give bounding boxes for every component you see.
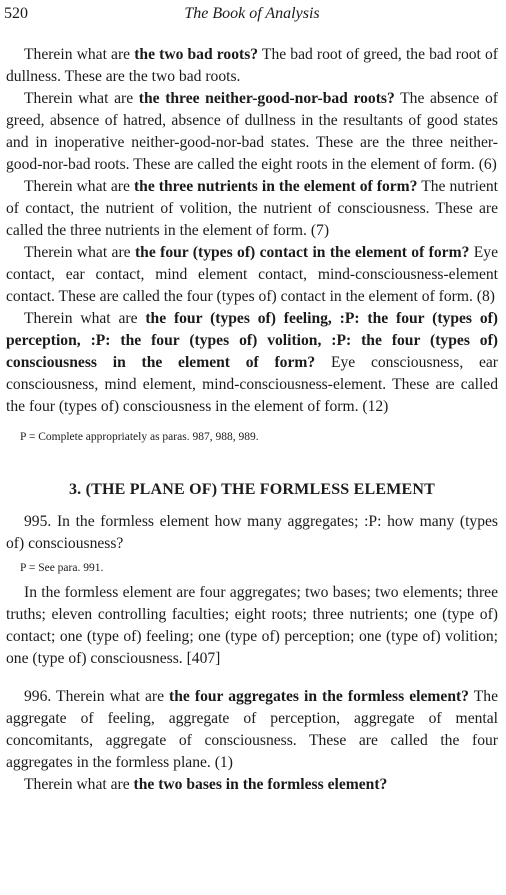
- question-bold: the two bad roots?: [134, 46, 259, 63]
- text-segment: Eye contact, ear contact, mind element contact, mind-consciousness-element contact. These are called the four (types of) contact in the element of form. (8): [6, 244, 498, 305]
- page-body: [6, 44, 498, 796]
- running-title: The Book of Analysis: [184, 5, 320, 22]
- paragraph-three-nutrients: [6, 176, 498, 242]
- paragraph-995: 995. In the formless element how many aggregates; :P: how many (types of) consciousness?: [6, 513, 498, 552]
- paragraph-neither-roots: [6, 88, 498, 176]
- paragraph-two-bases: [6, 774, 498, 796]
- text-segment: Eye consciousness, ear consciousness, mind element, mind-consciousness-element. These are called the four (types of) consciousness in the element of form. (12): [6, 354, 499, 415]
- paragraph-995-answer: In the formless element are four aggregates; two bases; two elements; three truths; eleven controlling faculties; eight roots; three nutrients; one (type of) contact; one (type of) feeling; one (type of) perception; one (type of) volition; one (type of) consciousness. [407]: [6, 584, 498, 667]
- page-number: 520: [4, 5, 28, 22]
- text-segment: Therein what are: [24, 776, 134, 793]
- text-segment: Therein what are: [24, 310, 146, 327]
- paragraph-four-feeling: [6, 308, 498, 418]
- section-heading-formless-element: 3. (THE PLANE OF) THE FORMLESS ELEMENT: [68, 481, 436, 498]
- text-segment: The nutrient of contact, the nutrient of volition, the nutrient of consciousness. These are called the three nutrients in the element of form. (7): [6, 178, 499, 239]
- footnote-see-para: P = See para. 991.: [20, 562, 104, 574]
- question-bold: the four aggregates in the formless element?: [169, 688, 469, 705]
- text-segment: 996. Therein what are: [24, 688, 170, 705]
- question-bold: the three neither-good-nor-bad roots?: [138, 90, 395, 107]
- footnote-complete-paras: P = Complete appropriately as paras. 987, 988, 989.: [20, 431, 259, 443]
- paragraph-996: [6, 686, 498, 774]
- text-segment: Therein what are: [24, 178, 134, 195]
- paragraph-four-contact: [6, 242, 498, 308]
- text-segment: The bad root of greed, the bad root of dullness. These are the two bad roots.: [6, 46, 499, 85]
- question-bold: the four (types of) feeling, :P: the four (types of) perception, :P: the four (types of) volition, :P: the four (types of) consciousness in the element of form?: [6, 310, 499, 371]
- text-segment: The aggregate of feeling, aggregate of perception, aggregate of mental concomitants, aggregate of consciousness. These are called the four aggregates in the formless plane. (1): [6, 688, 498, 771]
- question-bold: the three nutrients in the element of form?: [133, 178, 418, 195]
- paragraph-two-bad-roots: [6, 44, 498, 88]
- question-bold: the two bases in the formless element?: [133, 776, 388, 793]
- text-segment: Therein what are: [24, 244, 135, 261]
- question-bold: the four (types of) contact in the element of form?: [134, 244, 470, 261]
- text-segment: The absence of greed, absence of hatred, absence of dullness in the resultants of good states and in inoperative neither-good-nor-bad states. These are the three neither-good-nor-bad roots. These are called the eight roots in the element of form. (6): [6, 90, 498, 173]
- page-header: [4, 5, 500, 27]
- text-segment: Therein what are: [24, 90, 139, 107]
- text-segment: Therein what are: [24, 46, 135, 63]
